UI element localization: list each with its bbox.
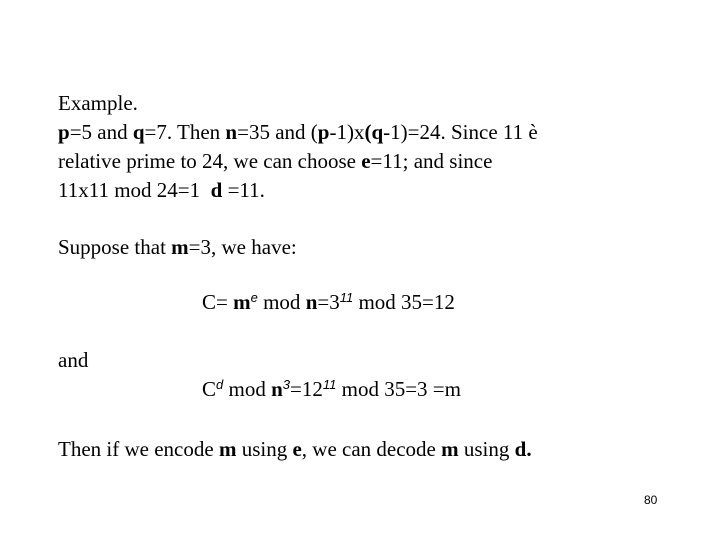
example-heading: Example. [58, 91, 138, 115]
decryption-equation: $C^d$ mod $n^3=12^{11}$ mod 35=3 =m [202, 377, 461, 401]
text-line-params: p=5 and q=7. Then n=35 and (p-1)x(q-1)=24. Since 11 è [58, 120, 538, 144]
and-label: and [58, 348, 89, 372]
encryption-equation: $C= m^e$ mod $n=3^{11}$ mod 35=12 [202, 290, 455, 314]
page-number: 80 [644, 493, 658, 507]
text-line-suppose: Suppose that m=3, we have: [58, 235, 297, 259]
text-line-d-value: 11x11 mod 24=1 d =11. [58, 178, 265, 202]
text-line-relative-prime: relative prime to 24, we can choose e=11; and since [58, 149, 493, 173]
conclusion-line: Then if we encode m using e, we can decode m using d. [58, 437, 532, 461]
